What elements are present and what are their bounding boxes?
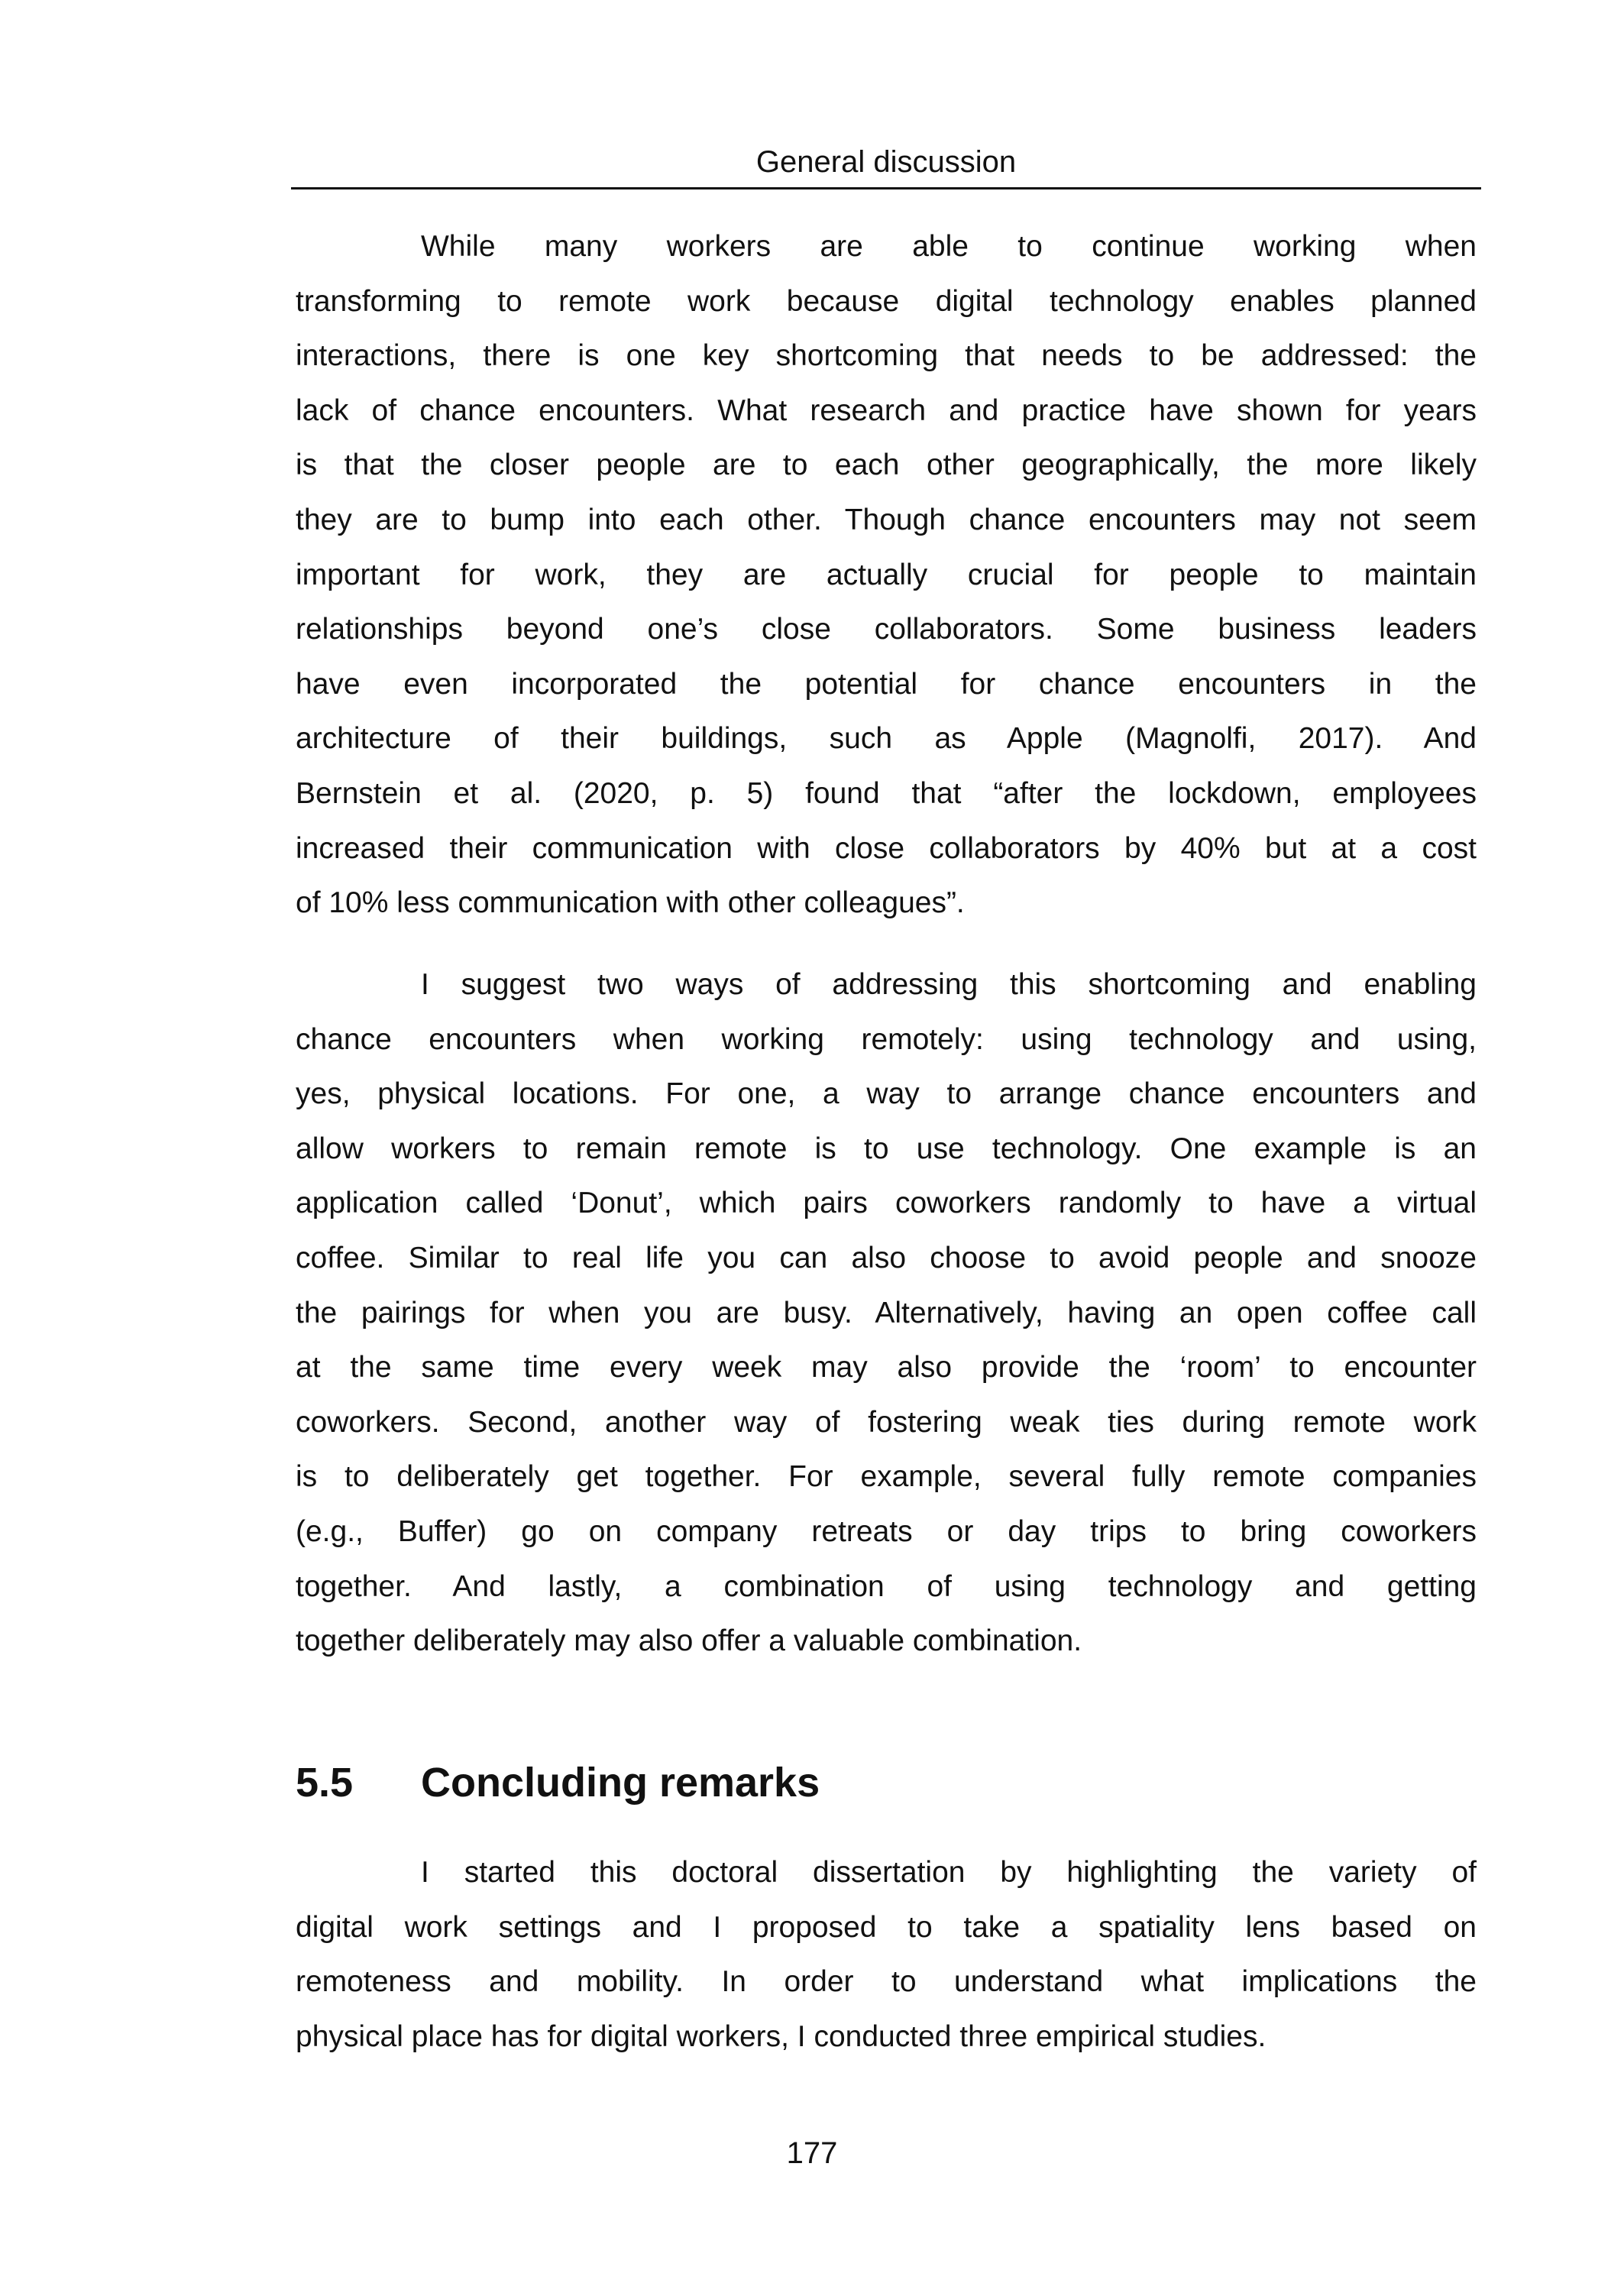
- paragraph-3: [296, 1845, 1477, 2064]
- page-number: 177: [786, 2136, 838, 2170]
- section-heading: [296, 1757, 820, 1808]
- text-line: they are to bump into each other. Though chance encounters may not seem: [296, 503, 1477, 536]
- text-line: allow workers to remain remote is to use technology. One example is an: [296, 1132, 1477, 1165]
- text-line: relationships beyond one’s close collaborators. Some business leaders: [296, 613, 1477, 646]
- text-line: important for work, they are actually crucial for people to maintain: [296, 558, 1477, 591]
- text-line: While many workers are able to continue working when: [421, 230, 1477, 263]
- text-line: application called ‘Donut’, which pairs coworkers randomly to have a virtual: [296, 1187, 1477, 1220]
- text-line: together deliberately may also offer a valuable combination.: [296, 1624, 1082, 1658]
- text-line: is to deliberately get together. For example, several fully remote companies: [296, 1460, 1477, 1494]
- text-line: I suggest two ways of addressing this shortcoming and enabling: [421, 968, 1477, 1001]
- section-title: Concluding remarks: [421, 1760, 820, 1806]
- running-header: General discussion: [755, 145, 1017, 179]
- text-line: Bernstein et al. (2020, p. 5) found that “after the lockdown, employees: [296, 776, 1477, 810]
- text-line: interactions, there is one key shortcoming that needs to be addressed: the: [296, 339, 1477, 373]
- header-rule: [291, 187, 1481, 189]
- text-line: at the same time every week may also provide the ‘room’ to encounter: [296, 1351, 1477, 1385]
- text-line: I started this doctoral dissertation by highlighting the variety of: [421, 1856, 1477, 1889]
- text-line: architecture of their buildings, such as Apple (Magnolfi, 2017). And: [296, 722, 1477, 756]
- text-line: coworkers. Second, another way of fostering weak ties during remote work: [296, 1405, 1477, 1439]
- text-line: increased their communication with close collaborators by 40% but at a cost: [296, 831, 1477, 865]
- text-line: physical place has for digital workers, I conducted three empirical studies.: [296, 2019, 1267, 2053]
- text-line: transforming to remote work because digital technology enables planned: [296, 284, 1477, 318]
- text-line: (e.g., Buffer) go on company retreats or day trips to bring coworkers: [296, 1514, 1477, 1548]
- text-line: together. And lastly, a combination of using technology and getting: [296, 1569, 1477, 1603]
- text-line: of 10% less communication with other colleagues”.: [296, 886, 965, 920]
- text-line: remoteness and mobility. In order to understand what implications the: [296, 1965, 1477, 1999]
- text-line: digital work settings and I proposed to take a spatiality lens based on: [296, 1910, 1477, 1944]
- text-line: have even incorporated the potential for chance encounters in the: [296, 667, 1477, 701]
- text-line: the pairings for when you are busy. Alternatively, having an open coffee call: [296, 1296, 1477, 1329]
- text-line: coffee. Similar to real life you can also choose to avoid people and snooze: [296, 1241, 1477, 1274]
- text-line: chance encounters when working remotely: using technology and using,: [296, 1022, 1477, 1056]
- section-number: 5.5: [296, 1760, 354, 1806]
- paragraph-2: [296, 957, 1477, 1669]
- paragraph-1: [296, 219, 1477, 931]
- text-line: is that the closer people are to each other geographically, the more likely: [296, 449, 1477, 482]
- text-line: yes, physical locations. For one, a way to arrange chance encounters and: [296, 1077, 1477, 1111]
- text-line: lack of chance encounters. What research and practice have shown for years: [296, 394, 1477, 427]
